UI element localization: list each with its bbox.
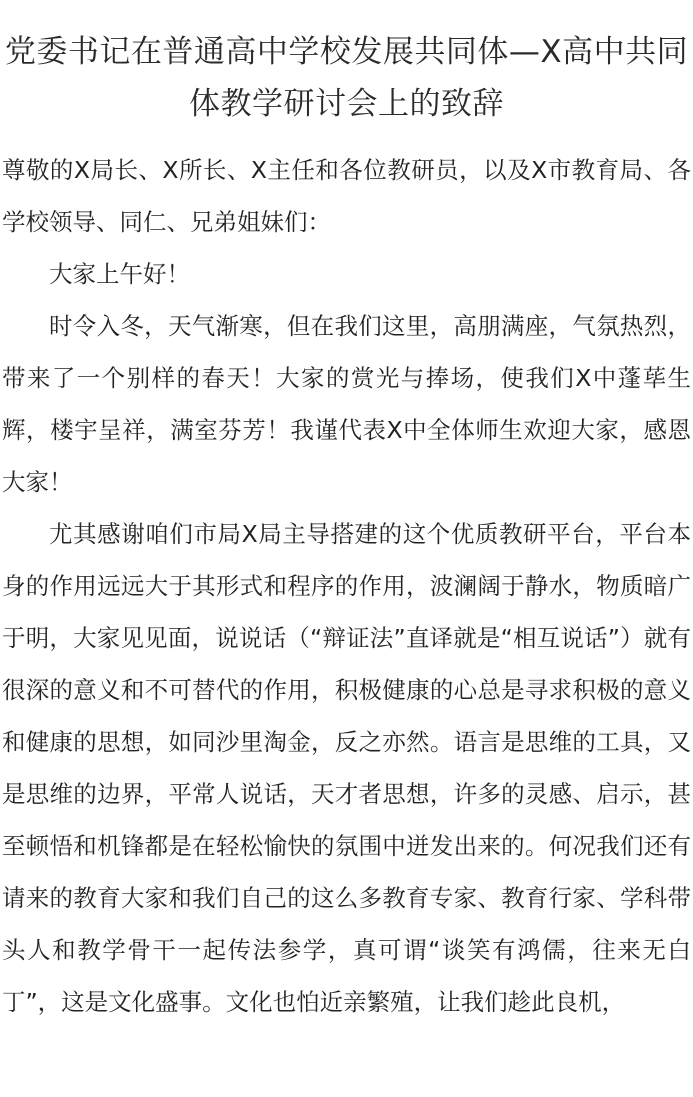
paragraph-welcome: 时令入冬，天气渐寒，但在我们这里，高朋满座，气氛热烈，带来了一个别样的春天！大家的赏光与捧场，使我们X中蓬荜生辉，楼宇呈祥，满室芬芳！我谨代表X中全体师生欢迎大家，感恩大家！ (2, 312, 691, 496)
document-title: 党委书记在普通高中学校发展共同体—X高中共同体教学研讨会上的致辞 (4, 34, 689, 122)
document-body (0, 130, 693, 1028)
paragraph-thanks: 尤其感谢咱们市局X局主导搭建的这个优质教研平台，平台本身的作用远远大于其形式和程序的作用，波澜阔于静水，物质暗广于明，大家见见面，说说话（“辩证法”直译就是“相互说话”）就有很深的意义和不可替代的作用，积极健康的心总是寻求积极的意义和健康的思想，如同沙里淘金，反之亦然。语言是思维的工具，又是思维的边界，平常人说话，天才者思想，许多的灵感、启示，甚至顿悟和机锋都是在轻松愉快的氛围中迸发出来的。何况我们还有请来的教育大家和我们自己的这么多教育专家、教育行家、学科带头人和教学骨干一起传法参学，真可谓“谈笑有鸿儒，往来无白丁”，这是文化盛事。文化也怕近亲繁殖，让我们趁此良机， (2, 520, 691, 1016)
paragraph-greeting: 大家上午好！ (49, 260, 190, 288)
salutation: 尊敬的X局长、X所长、X主任和各位教研员，以及X市教育局、各学校领导、同仁、兄弟姐妹们： (2, 156, 691, 236)
